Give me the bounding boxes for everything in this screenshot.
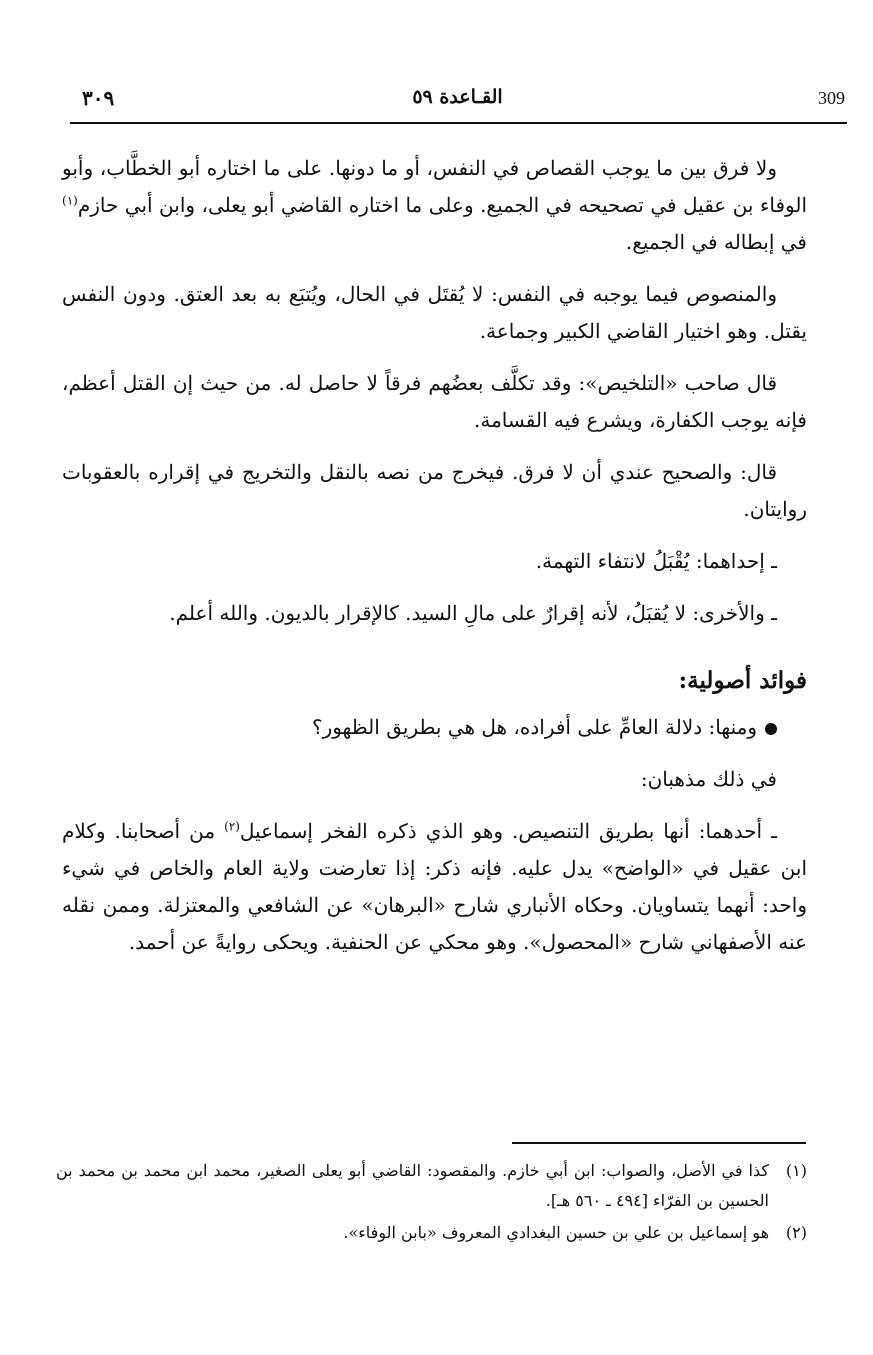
footnote-ref-2: (٢)	[224, 819, 240, 834]
paragraph-8: في ذلك مذهبان:	[640, 767, 777, 791]
footnote-text: كذا في الأصل، والصواب: ابن أبي خازم. والمقصود: القاضي أبو يعلى الصغير، محمد ابن محمد بن محمد بن الحسين بن الفرّاء [٤٩٤ ـ ٥٦٠ هـ].	[56, 1161, 769, 1210]
page-number-latin: 309	[818, 88, 845, 108]
chapter-title: القـاعدة ٥٩	[412, 86, 503, 108]
paragraph-1: ولا فرق بين ما يوجب القصاص في النفس، أو ما دونها. على ما اختاره أبو الخطَّاب، وأبو الوفاء بن عقيل في تصحيحه في الجميع. وعلى ما اختاره القاضي أبو يعلى، وابن أبي حازم$^{(١)}$ في إبطاله في الجميع.	[62, 156, 807, 254]
bullet-paragraph: ومنها: دلالة العامِّ على أفراده، هل هي بطريق الظهور؟	[62, 709, 807, 746]
paragraph-2: والمنصوص فيما يوجبه في النفس: لا يُقتَل في الحال، ويُتبَع به بعد العتق. ودون النفس يقتل. وهو اختيار القاضي الكبير وجماعة.	[62, 282, 807, 343]
section-heading: فوائد أصولية:	[678, 667, 807, 694]
paragraph-9: ـ أحدهما: أنها بطريق التنصيص. وهو الذي ذكره الفخر إسماعيل$^{(٢)}$ من أصحابنا. وكلام ابن عقيل في «الواضح» يدل عليه. فإنه ذكر: إذا تعارضت ولاية العام والخاص في شيء واحد: أنهما يتساويان. وحكاه الأنباري شارح «البرهان» عن الشافعي والمعتزلة. وممن نقله عنه الأصفهاني شارح «المحصول». وهو محكي عن الحنفية. ويحكى روايةً عن أحمد.	[62, 819, 807, 954]
footnotes	[56, 1156, 807, 1250]
list-item-first: ـ إحداهما: يُقْبَلُ لانتفاء التهمة.	[535, 549, 777, 573]
header-rule	[70, 122, 847, 124]
footnote-rule	[512, 1142, 806, 1144]
footnote	[56, 1156, 807, 1216]
paragraph-4: قال: والصحيح عندي أن لا فرق. فيخرج من نصه بالنقل والتخريج في إقراره بالعقوبات روايتان.	[62, 460, 807, 521]
footnote	[56, 1218, 807, 1248]
page-number-arabic: ٣٠٩	[82, 86, 115, 110]
footnote-number: (٢)	[785, 1223, 807, 1242]
main-text	[62, 150, 807, 976]
list-item-second: ـ والأخرى: لا يُقبَلُ، لأنه إقرارٌ على مالِ السيد. كالإقرار بالديون. والله أعلم.	[169, 601, 777, 625]
footnote-number: (١)	[785, 1161, 807, 1180]
bullet-icon	[765, 723, 777, 735]
footnote-ref-1: (١)	[62, 193, 78, 208]
paragraph-3: قال صاحب «التلخيص»: وقد تكلَّف بعضُهم فرقاً لا حاصل له. من حيث إن القتل أعظم، فإنه يوجب الكفارة، ويشرع فيه القسامة.	[62, 371, 807, 432]
page-header	[70, 86, 845, 120]
footnote-text: هو إسماعيل بن علي بن حسين البغدادي المعروف «بابن الوفاء».	[343, 1223, 769, 1242]
